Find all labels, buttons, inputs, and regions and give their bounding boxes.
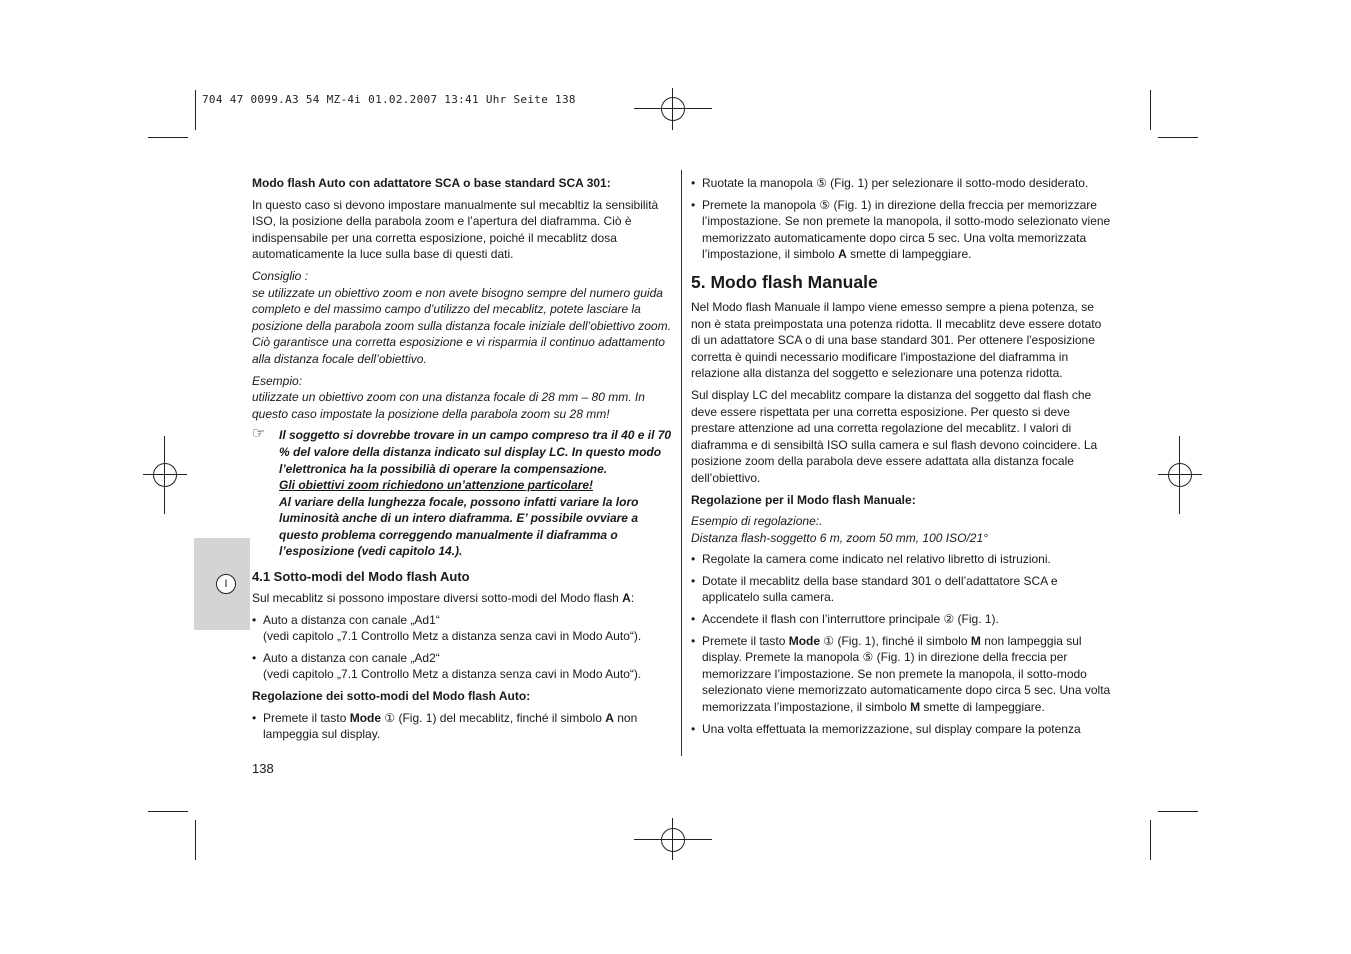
list-item: • Dotate il mecablitz della base standard 301 o dell’adattatore SCA e applicatelo sulla camera.: [691, 573, 1113, 606]
list-item: • Regolate la camera come indicato nel relativo libretto di istruzioni.: [691, 551, 1113, 568]
registration-target-icon: [661, 828, 685, 852]
tip-text: se utilizzate un obiettivo zoom e non avete bisogno sempre del numero guida completo e del massimo campo d’utilizzo del mecablitz, potete lasciare la posizione della parabola zoom sulla distanza focale iniziale dell’obiettivo zoom. Ciò garantisce una corretta esposizione e vi risparmia il continuo adattamento alla distanza focale dell’obiettivo.: [252, 285, 671, 366]
example-text: utilizzate un obiettivo zoom con una distanza focale di 28 mm – 80 mm. In questo caso impostate la posizione della parabola zoom su 28 mm!: [252, 390, 645, 421]
note-text-a: Il soggetto si dovrebbe trovare in un campo compreso tra il 40 e il 70 % del valore della distanza indicato sul display LC. In questo modo l’elettronica ha la possibilià di operare la compensazione.: [279, 428, 672, 476]
heading-auto-sca: Modo flash Auto con adattatore SCA o base standard SCA 301:: [252, 176, 611, 190]
left-column: [252, 175, 675, 748]
heading-regolazione-manuale: Regolazione per il Modo flash Manuale:: [691, 492, 916, 507]
list-item: • Auto a distanza con canale „Ad1“ (vedi capitolo „7.1 Controllo Metz a distanza senza cavi in Modo Auto“).: [252, 612, 675, 645]
list-item: • Una volta effettuata la memorizzazione, sul display compare la potenza: [691, 721, 1113, 738]
example-text: Distanza flash-soggetto 6 m, zoom 50 mm, 100 ISO/21°: [691, 530, 988, 545]
tip-label: Consiglio :: [252, 268, 309, 283]
list-item: • Accendete il flash con l’interruttore principale ② (Fig. 1).: [691, 611, 1113, 628]
list-item: • Premete il tasto Mode ① (Fig. 1) del mecablitz, finché il simbolo A non lampeggia sul display.: [252, 710, 675, 743]
page-number: 138: [252, 761, 274, 776]
language-tab-label: I: [216, 574, 236, 594]
heading-regolazione-auto: Regolazione dei sotto-modi del Modo flash Auto:: [252, 689, 531, 704]
list-item: • Premete la manopola ⑤ (Fig. 1) in direzione della freccia per memorizzare l’impostazione. Se non premete la manopola, il sotto-modo selezionato viene memorizzato automaticamente dopo circa 5 sec. Una volta memorizzata l’impostazione, il simbolo A smette di lampeggiare.: [691, 197, 1113, 263]
note-text-b: Gli obiettivi zoom richiedono un’attenzione particolare!: [279, 478, 594, 493]
list-item: • Auto a distanza con canale „Ad2“ (vedi capitolo „7.1 Controllo Metz a distanza senza cavi in Modo Auto“).: [252, 650, 675, 683]
language-tab: [194, 538, 250, 630]
section-title-5: 5. Modo flash Manuale: [691, 271, 878, 292]
example-label: Esempio:: [252, 373, 303, 388]
note-block: [252, 427, 675, 560]
registration-target-icon: [153, 463, 177, 487]
print-slug: 704 47 0099.A3 54 MZ-4i 01.02.2007 13:41 Uhr Seite 138: [202, 93, 576, 106]
pointing-hand-icon: ☞: [252, 425, 266, 443]
example-label: Esempio di regolazione:.: [691, 514, 823, 529]
list-item: • Ruotate la manopola ⑤ (Fig. 1) per selezionare il sotto-modo desiderato.: [691, 175, 1113, 192]
paragraph: In questo caso si devono impostare manualmente sul mecabltiz la sensibilità ISO, la posizione della parabola zoom e l’apertura del diaframma. Ciò è indispensabile per una corretta esposizione, poiché il mecablitz dosa automaticamente la luce sulla base di questi dati.: [252, 197, 659, 262]
right-column: [691, 175, 1113, 742]
paragraph-4-1: Sul mecablitz si possono impostare diversi sotto-modi del Modo flash A:: [252, 591, 635, 606]
heading-4-1: 4.1 Sotto-modi del Modo flash Auto: [252, 569, 470, 585]
registration-target-icon: [1168, 463, 1192, 487]
note-text-c: Al variare della lunghezza focale, possono infatti variare la loro luminosità anche di un intero diaframma. E’ possibile ovviare a questo problema correggendo manualmente il diaframma o l’esposizione (vedi capitolo 14.).: [279, 494, 639, 559]
registration-target-icon: [661, 97, 685, 121]
list-item: • Premete il tasto Mode ① (Fig. 1), finché il simbolo M non lampeggia sul display. Premete la manopola ⑤ (Fig. 1) in direzione della freccia per memorizzare l’impostazione. Se non premete la manopola, il sotto-modo selezionato viene memorizzato automaticamente dopo circa 5 sec. Una volta memorizzata l’impostazione, il simbolo M smette di lampeggiare.: [691, 633, 1113, 716]
paragraph: Nel Modo flash Manuale il lampo viene emesso sempre a piena potenza, se non è stata preimpostata una potenza ridotta. Il mecablitz deve essere dotato di un adattatore SCA o di una base standard 301. Per ottenere l'esposizione corretta è quindi necessario modificare l'impostazione del diaframma in relazione alla distanza del soggetto e selezionare una potenza ridotta.: [691, 299, 1102, 381]
column-divider: [681, 170, 682, 756]
paragraph: Sul display LC del mecablitz compare la distanza del soggetto dal flash che deve essere rispettata per una corretta esposizione. Per questo si deve prestare attenzione ad una corretta regolazione del mecablitz. I valori di diaframma e di sensibiltà ISO sulla camera e sul flash devono coincidere. La posizione zoom della parabola deve essere adattata alla distanza focale dell’obiettivo.: [691, 387, 1098, 485]
